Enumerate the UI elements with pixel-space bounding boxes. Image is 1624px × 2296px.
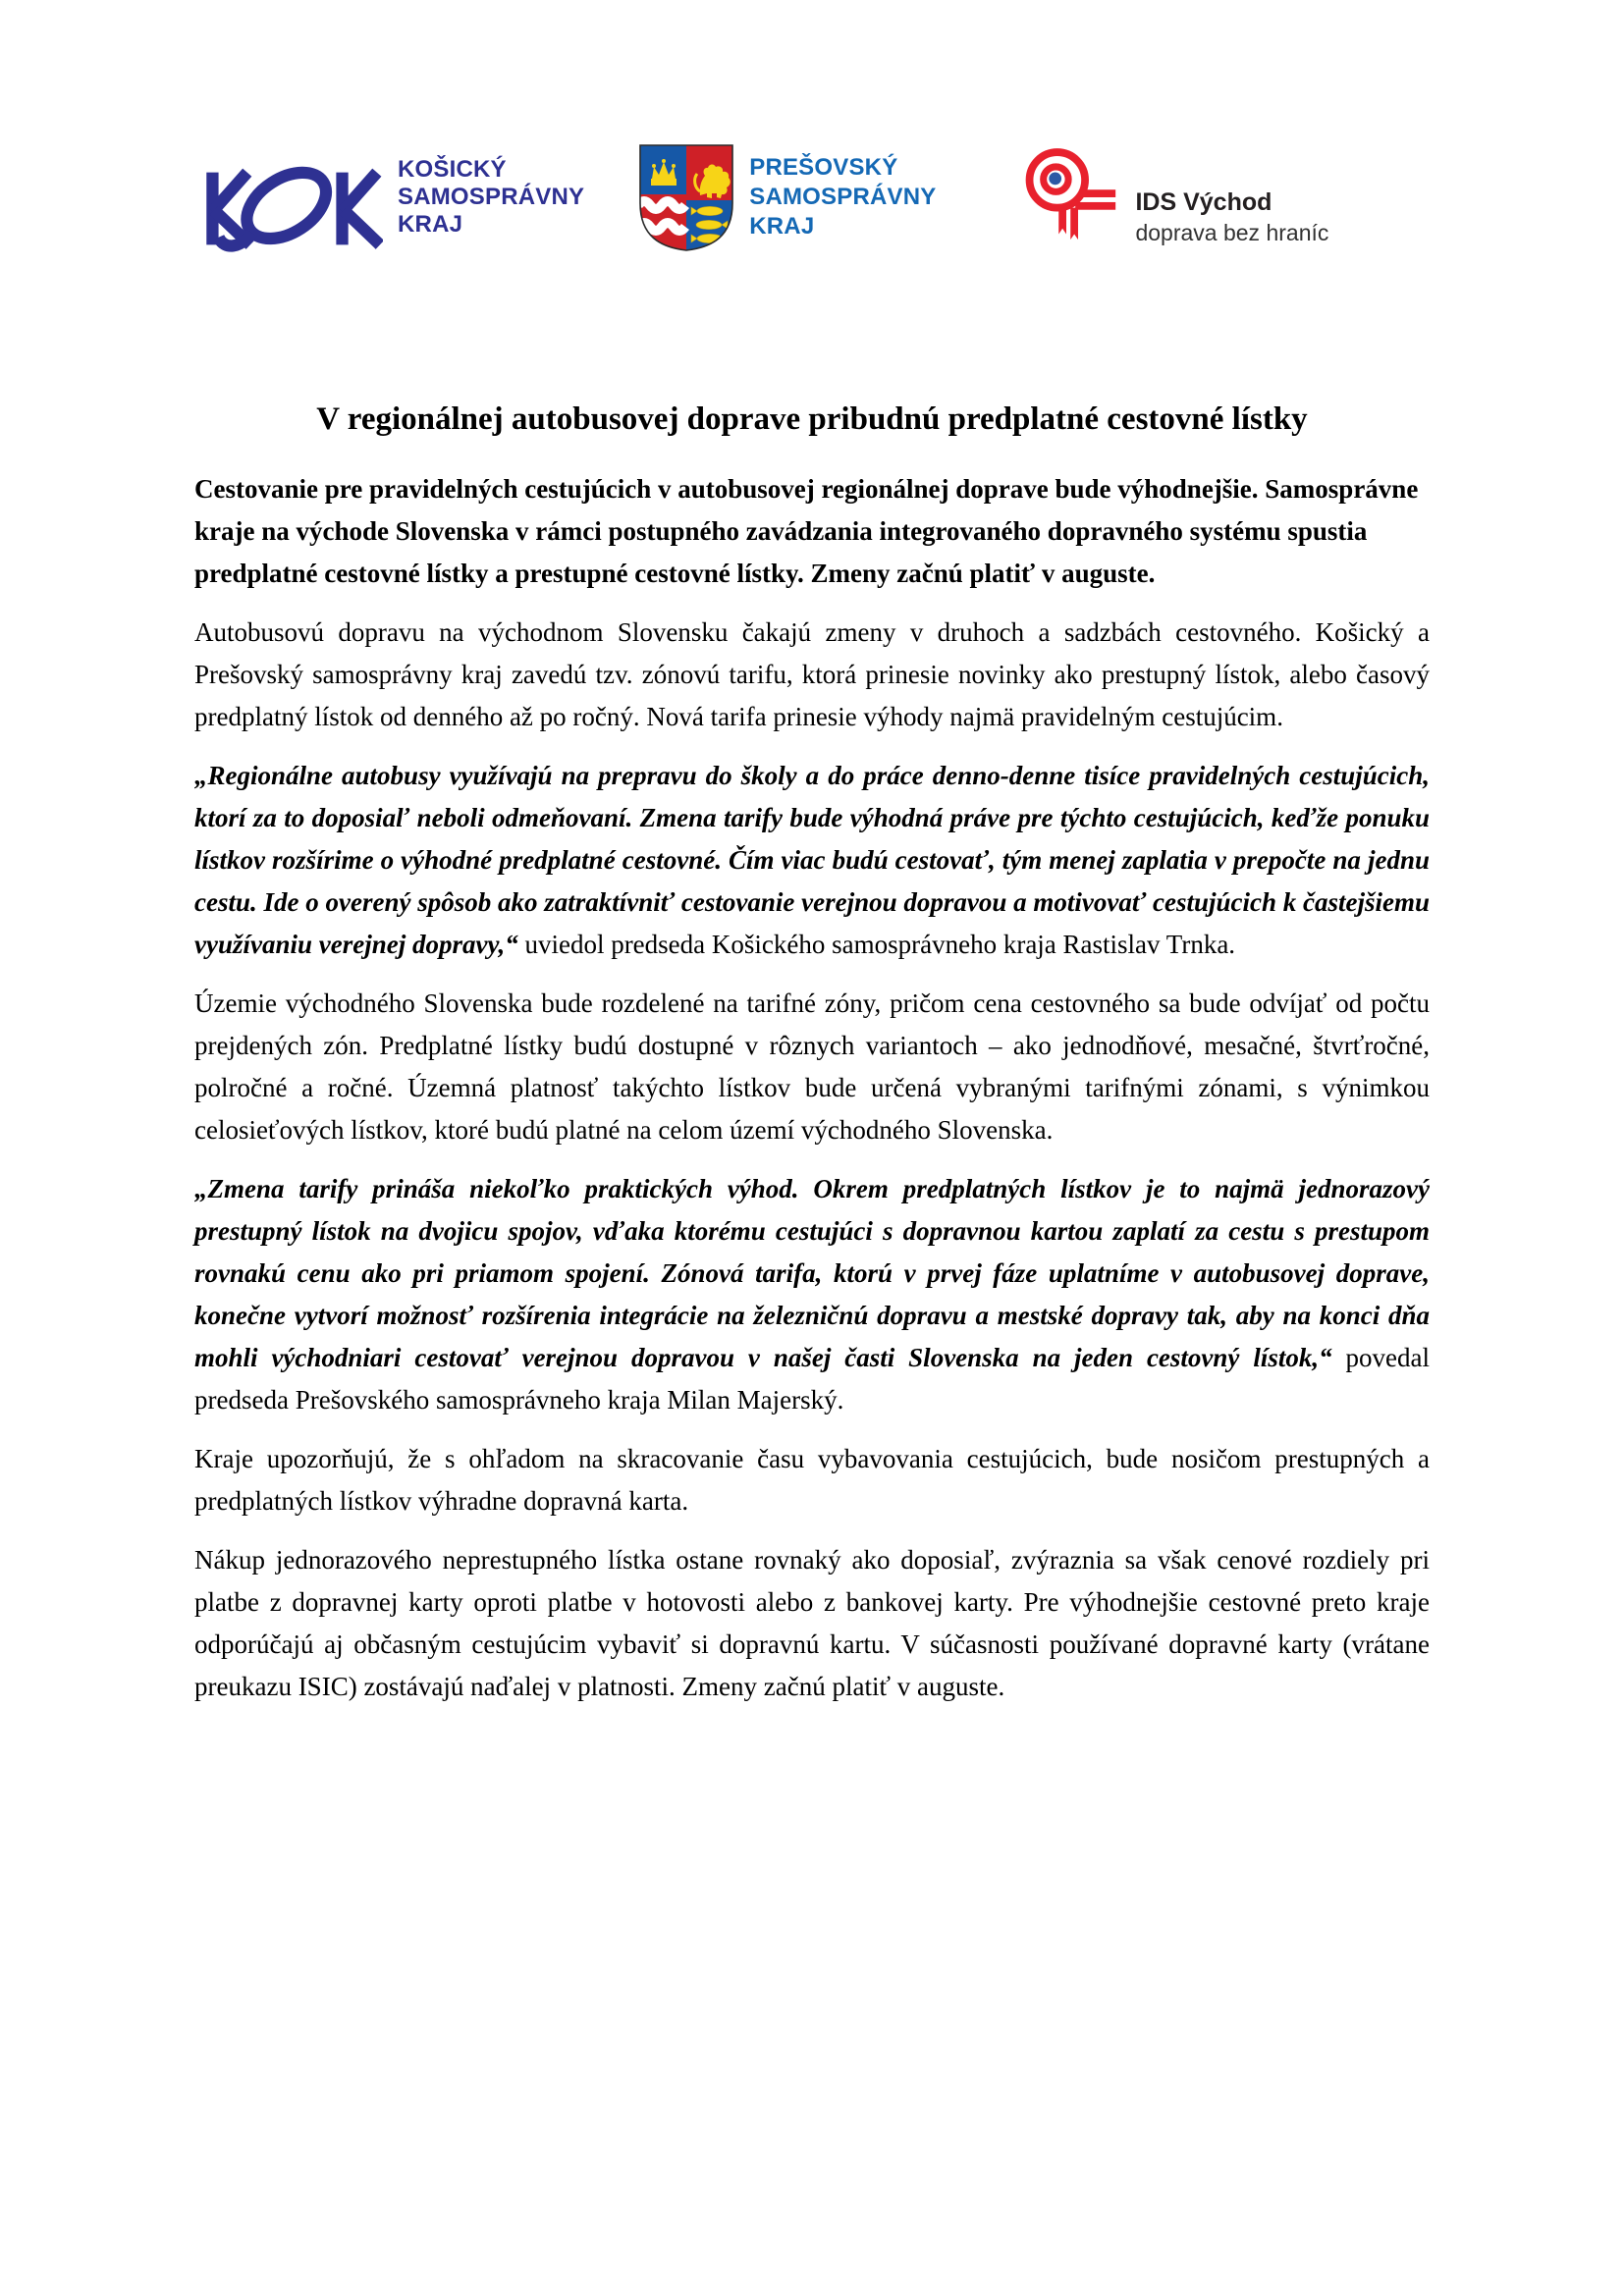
ksk-logo-line: KRAJ <box>398 210 463 238</box>
ids-vychod-icon <box>1014 145 1118 249</box>
psk-coat-of-arms-icon <box>637 142 735 252</box>
ksk-monogram-icon <box>194 139 383 255</box>
quote-attribution: uviedol predseda Košického samosprávneho kraja Rastislav Trnka. <box>517 930 1236 959</box>
quote-text: „Zmena tarify prináša niekoľko praktických výhod. Okrem predplatných lístkov je to najmä jednorazový prestupný lístok na dvojicu spojov, vďaka ktorému cestujúci s dopravnou kartou zaplatí za cestu s prestupom rovnakú cenu ako pri priamom spojení. Zónová tarifa, ktorú v prvej fáze uplatníme v autobusovej doprave, konečne vytvorí možnosť rozšírenia integrácie na železničnú dopravu a mestské dopravy tak, aby na konci dňa mohli východniari cestovať verejnou dopravou v našej časti Slovenska na jeden cestovný lístok,“ <box>194 1174 1430 1372</box>
ksk-logo-text <box>398 156 584 239</box>
ids-logo-subtitle: doprava bez hraníc <box>1135 220 1329 245</box>
psk-logo <box>637 142 936 252</box>
lead-paragraph: Cestovanie pre pravidelných cestujúcich v autobusovej regionálnej doprave bude výhodnejšie. Samosprávne kraje na východe Slovenska v rámci postupného zavádzania integrovaného dopravného systému spustia predplatné cestovné lístky a prestupné cestovné lístky. Zmeny začnú platiť v auguste. <box>194 474 1419 588</box>
article-title: V regionálnej autobusovej doprave pribudnú predplatné cestovné lístky <box>316 401 1308 437</box>
body-paragraph-2: Územie východného Slovenska bude rozdelené na tarifné zóny, pričom cena cestovného sa bude odvíjať od počtu prejdených zón. Predplatné lístky budú dostupné v rôznych variantoch – ako jednodňové, mesačné, štvrťročné, polročné a ročné. Územná platnosť takýchto lístkov bude určená vybranými tarifnými zónami, s výnimkou celosieťových lístkov, ktoré budú platné na celom území východného Slovenska. <box>194 988 1430 1145</box>
body-paragraph-1: Autobusovú dopravu na východnom Slovensku čakajú zmeny v druhoch a sadzbách cestovného. Košický a Prešovský samosprávny kraj zavedú tzv. zónovú tarifu, ktorá prinesie novinky ako prestupný lístok, alebo časový predplatný lístok od denného až po ročný. Nová tarifa prinesie výhody najmä pravidelným cestujúcim. <box>194 617 1430 731</box>
ksk-logo-line: KOŠICKÝ <box>398 155 507 183</box>
ksk-logo <box>194 139 584 255</box>
logo-header <box>0 0 1624 258</box>
ids-vychod-logo <box>1014 145 1328 249</box>
ksk-logo-line: SAMOSPRÁVNY <box>398 183 585 210</box>
press-release-article <box>0 398 1624 1708</box>
body-paragraph-3: Kraje upozorňujú, že s ohľadom na skracovanie času vybavovania cestujúcich, bude nosičom prestupných a predplatných lístkov výhradne dopravná karta. <box>194 1444 1430 1516</box>
psk-logo-line: PREŠOVSKÝ <box>749 153 898 181</box>
psk-logo-text <box>749 153 936 241</box>
quote-paragraph-majersky <box>194 1168 1430 1421</box>
body-paragraph-4: Nákup jednorazového neprestupného lístka ostane rovnaký ako doposiaľ, zvýraznia sa však cenové rozdiely pri platbe z dopravnej karty oproti platbe v hotovosti alebo z bankovej karty. Pre výhodnejšie cestovné preto kraje odporúčajú aj občasným cestujúcim vybaviť si dopravnú kartu. V súčasnosti používané dopravné karty (vrátane preukazu ISIC) zostávajú naďalej v platnosti. Zmeny začnú platiť v auguste. <box>194 1545 1430 1701</box>
ids-logo-text <box>1135 188 1328 246</box>
quote-paragraph-trnka <box>194 755 1430 966</box>
ids-logo-title: IDS Východ <box>1135 188 1272 216</box>
quote-text: „Regionálne autobusy využívajú na prepravu do školy a do práce denno-denne tisíce pravidelných cestujúcich, ktorí za to doposiaľ neboli odmeňovaní. Zmena tarify bude výhodná práve pre týchto cestujúcich, keďže ponuku lístkov rozšírime o výhodné predplatné cestovné. Čím viac budú cestovať, tým menej zaplatia v prepočte na jednu cestu. Ide o overený spôsob ako zatraktívniť cestovanie verejnou dopravou a motivovať cestujúcich k častejšiemu využívaniu verejnej dopravy,“ <box>194 761 1430 959</box>
quote-attribution: povedal predseda Prešovského samosprávneho kraja Milan Majerský. <box>194 1343 1430 1415</box>
psk-logo-line: SAMOSPRÁVNY <box>749 183 937 210</box>
psk-logo-line: KRAJ <box>749 212 815 240</box>
